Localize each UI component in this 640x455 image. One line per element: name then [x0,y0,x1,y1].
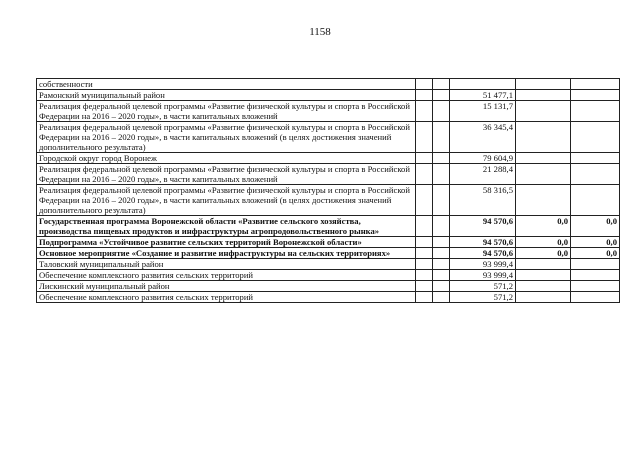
amount-cell: 571,2 [450,281,516,292]
amount-2-cell [516,281,571,292]
amount-2-cell [516,185,571,216]
amount-2-cell [516,122,571,153]
empty-cell [433,216,450,237]
amount-3-cell [571,164,620,185]
table-row [37,79,620,90]
amount-cell: 94 570,6 [450,216,516,237]
amount-cell [450,79,516,90]
table-row [37,216,620,237]
empty-cell [416,185,433,216]
table-row [37,237,620,248]
amount-cell: 15 131,7 [450,101,516,122]
page-number: 1158 [309,26,331,38]
amount-2-cell: 0,0 [516,237,571,248]
amount-cell: 94 570,6 [450,237,516,248]
amount-cell: 93 999,4 [450,259,516,270]
table-row [37,185,620,216]
amount-3-cell [571,79,620,90]
amount-3-cell [571,281,620,292]
empty-cell [416,270,433,281]
amount-cell: 79 604,9 [450,153,516,164]
empty-cell [416,153,433,164]
empty-cell [433,164,450,185]
empty-cell [416,292,433,303]
amount-3-cell [571,185,620,216]
row-name-cell: Таловский муниципальный район [37,259,416,270]
amount-2-cell [516,153,571,164]
table-row [37,292,620,303]
amount-cell: 93 999,4 [450,270,516,281]
amount-2-cell [516,164,571,185]
empty-cell [433,237,450,248]
amount-3-cell [571,292,620,303]
empty-cell [433,153,450,164]
amount-3-cell: 0,0 [571,237,620,248]
amount-3-cell [571,90,620,101]
row-name-cell: Реализация федеральной целевой программы «Развитие физической культуры и спорта в Российской Федерации на 2016 – 2020 годы», в части капитальных вложений (в целях достижения значений дополнительного результата) [37,185,416,216]
empty-cell [433,248,450,259]
row-name-cell: Реализация федеральной целевой программы «Развитие физической культуры и спорта в Российской Федерации на 2016 – 2020 годы», в части капитальных вложений [37,101,416,122]
table-row [37,270,620,281]
empty-cell [416,122,433,153]
empty-cell [416,259,433,270]
amount-cell: 36 345,4 [450,122,516,153]
empty-cell [416,248,433,259]
amount-3-cell [571,153,620,164]
row-name-cell: Государственная программа Воронежской области «Развитие сельского хозяйства, производства пищевых продуктов и инфраструктуры агропродовольственного рынка» [37,216,416,237]
empty-cell [433,122,450,153]
table-row [37,101,620,122]
amount-2-cell [516,90,571,101]
empty-cell [416,216,433,237]
amount-2-cell: 0,0 [516,216,571,237]
table-row [37,164,620,185]
empty-cell [433,281,450,292]
table-row [37,90,620,101]
amount-cell: 94 570,6 [450,248,516,259]
row-name-cell: Реализация федеральной целевой программы «Развитие физической культуры и спорта в Российской Федерации на 2016 – 2020 годы», в части капитальных вложений (в целях достижения значений дополнительного результата) [37,122,416,153]
amount-cell: 571,2 [450,292,516,303]
amount-cell: 58 316,5 [450,185,516,216]
amount-3-cell [571,122,620,153]
amount-2-cell: 0,0 [516,248,571,259]
amount-2-cell [516,259,571,270]
row-name-cell: Реализация федеральной целевой программы «Развитие физической культуры и спорта в Российской Федерации на 2016 – 2020 годы», в части капитальных вложений [37,164,416,185]
table-row [37,122,620,153]
amount-2-cell [516,270,571,281]
empty-cell [433,185,450,216]
table-row [37,281,620,292]
row-name-cell: Рамонский муниципальный район [37,90,416,101]
empty-cell [416,90,433,101]
amount-3-cell [571,270,620,281]
empty-cell [433,79,450,90]
amount-3-cell [571,101,620,122]
empty-cell [433,101,450,122]
row-name-cell: Подпрограмма «Устойчивое развитие сельских территорий Воронежской области» [37,237,416,248]
empty-cell [416,281,433,292]
empty-cell [433,90,450,101]
empty-cell [416,101,433,122]
amount-cell: 51 477,1 [450,90,516,101]
empty-cell [433,292,450,303]
table-row [37,153,620,164]
amount-3-cell: 0,0 [571,216,620,237]
row-name-cell: Основное мероприятие «Создание и развитие инфраструктуры на сельских территориях» [37,248,416,259]
amount-2-cell [516,79,571,90]
empty-cell [416,237,433,248]
empty-cell [416,164,433,185]
amount-2-cell [516,292,571,303]
table-row [37,259,620,270]
empty-cell [433,270,450,281]
row-name-cell: Обеспечение комплексного развития сельских территорий [37,292,416,303]
empty-cell [433,259,450,270]
amount-3-cell: 0,0 [571,248,620,259]
amount-cell: 21 288,4 [450,164,516,185]
budget-table [36,78,620,303]
row-name-cell: Обеспечение комплексного развития сельских территорий [37,270,416,281]
amount-2-cell [516,101,571,122]
row-name-cell: собственности [37,79,416,90]
row-name-cell: Городской округ город Воронеж [37,153,416,164]
empty-cell [416,79,433,90]
row-name-cell: Лискинский муниципальный район [37,281,416,292]
table-row [37,248,620,259]
amount-3-cell [571,259,620,270]
budget-table-body [37,79,620,303]
